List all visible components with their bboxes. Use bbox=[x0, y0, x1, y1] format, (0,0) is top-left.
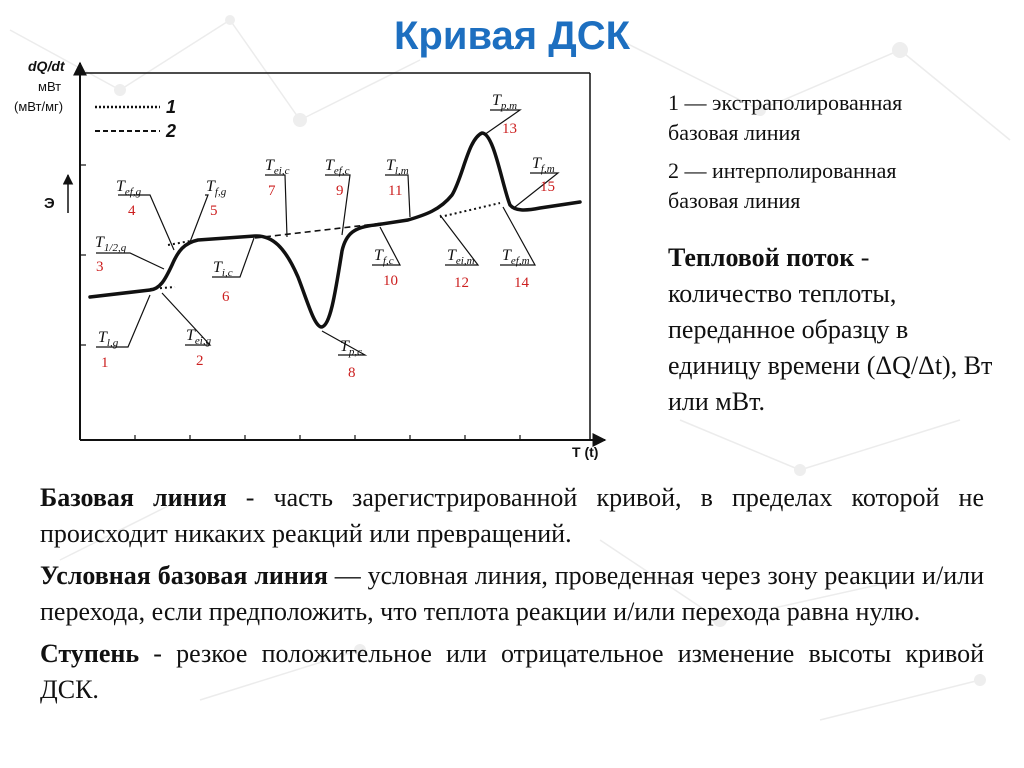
point-number-9: 9 bbox=[336, 183, 344, 199]
definition-step bbox=[40, 636, 984, 708]
thermal-flow-definition bbox=[668, 240, 998, 420]
point-number-13: 13 bbox=[502, 121, 517, 137]
x-axis-label: T (t) bbox=[572, 444, 599, 460]
point-number-11: 11 bbox=[388, 183, 403, 199]
exo-label: Э bbox=[44, 195, 55, 212]
point-number-2: 2 bbox=[196, 353, 204, 369]
dsc-curve-diagram bbox=[0, 55, 620, 470]
definitions-block bbox=[40, 480, 984, 714]
point-label-7: $T_{ei,c}$ bbox=[265, 157, 290, 177]
definition-term: Условная базовая линия bbox=[40, 561, 328, 590]
point-label-12: $T_{ei,m}$ bbox=[447, 247, 475, 267]
legend-item-2-line2: базовая линия bbox=[668, 188, 801, 213]
legend-item-2-line1: 2 — интерполированная bbox=[668, 158, 897, 183]
extrapolated-baseline bbox=[440, 203, 500, 217]
point-label-11: $T_{l,m}$ bbox=[386, 157, 409, 177]
point-label-4: $T_{ef,g}$ bbox=[116, 178, 142, 198]
point-label-2: $T_{ei,g}$ bbox=[186, 327, 212, 347]
point-number-10: 10 bbox=[383, 273, 398, 289]
y-unit-label-2: (мВт/мг) bbox=[14, 99, 64, 114]
point-label-9: $T_{ef,c}$ bbox=[325, 157, 350, 177]
point-number-6: 6 bbox=[222, 289, 230, 305]
point-label-13: $T_{p,m}$ bbox=[492, 92, 518, 112]
point-label-8: $T_{p,c}$ bbox=[340, 338, 363, 358]
legend-item-1-line1: 1 — экстраполированная bbox=[668, 90, 903, 115]
point-label-15: $T_{f,m}$ bbox=[532, 155, 555, 175]
point-label-3: $T_{1/2,g}$ bbox=[95, 234, 127, 254]
y-axis-label: dQ/dt bbox=[28, 58, 65, 74]
point-number-7: 7 bbox=[268, 183, 276, 199]
definition-text: - резкое положительное или отрицательное изменение высоты кривой ДСК. bbox=[40, 639, 984, 704]
y-unit-label: мВт bbox=[38, 79, 62, 94]
point-label-6: $T_{i,c}$ bbox=[213, 259, 233, 279]
definition-term: Ступень bbox=[40, 639, 140, 668]
point-label-5: $T_{f,g}$ bbox=[206, 178, 227, 198]
point-number-5: 5 bbox=[210, 203, 218, 219]
thermal-flow-term: Тепловой поток bbox=[668, 243, 855, 272]
point-number-12: 12 bbox=[454, 275, 469, 291]
definition-baseline bbox=[40, 480, 984, 552]
point-label-14: $T_{ef,m}$ bbox=[502, 247, 530, 267]
legend-item-1 bbox=[668, 88, 998, 148]
point-number-3: 3 bbox=[96, 259, 104, 275]
thermal-flow-text: - количество теплоты, переданное образцу в единицу времени (ΔQ/Δt), Вт или мВт. bbox=[668, 243, 993, 416]
page-title: Кривая ДСК bbox=[394, 14, 630, 58]
point-number-15: 15 bbox=[540, 179, 555, 195]
definition-text: — условная линия, проведенная через зону реакции и/или перехода, если предположить, что теплота реакции и/или перехода равна нулю. bbox=[40, 561, 984, 626]
dsc-curve bbox=[90, 133, 580, 327]
point-label-1: $T_{l,g}$ bbox=[98, 329, 119, 349]
definition-term: Базовая линия bbox=[40, 483, 227, 512]
baseline-legend bbox=[668, 88, 998, 224]
definition-text: - часть зарегистрированной кривой, в пределах которой не происходит никаких реакций или превращений. bbox=[40, 483, 985, 548]
legend-item-1-line2: базовая линия bbox=[668, 120, 801, 145]
legend-num-1: 1 bbox=[166, 97, 177, 117]
point-number-4: 4 bbox=[128, 203, 136, 219]
point-number-1: 1 bbox=[101, 355, 109, 371]
point-label-10: $T_{f,c}$ bbox=[374, 247, 394, 267]
legend-item-2 bbox=[668, 156, 998, 216]
point-number-8: 8 bbox=[348, 365, 356, 381]
point-number-14: 14 bbox=[514, 275, 529, 291]
legend-num-2: 2 bbox=[166, 121, 177, 141]
definition-conditional-baseline bbox=[40, 558, 984, 630]
